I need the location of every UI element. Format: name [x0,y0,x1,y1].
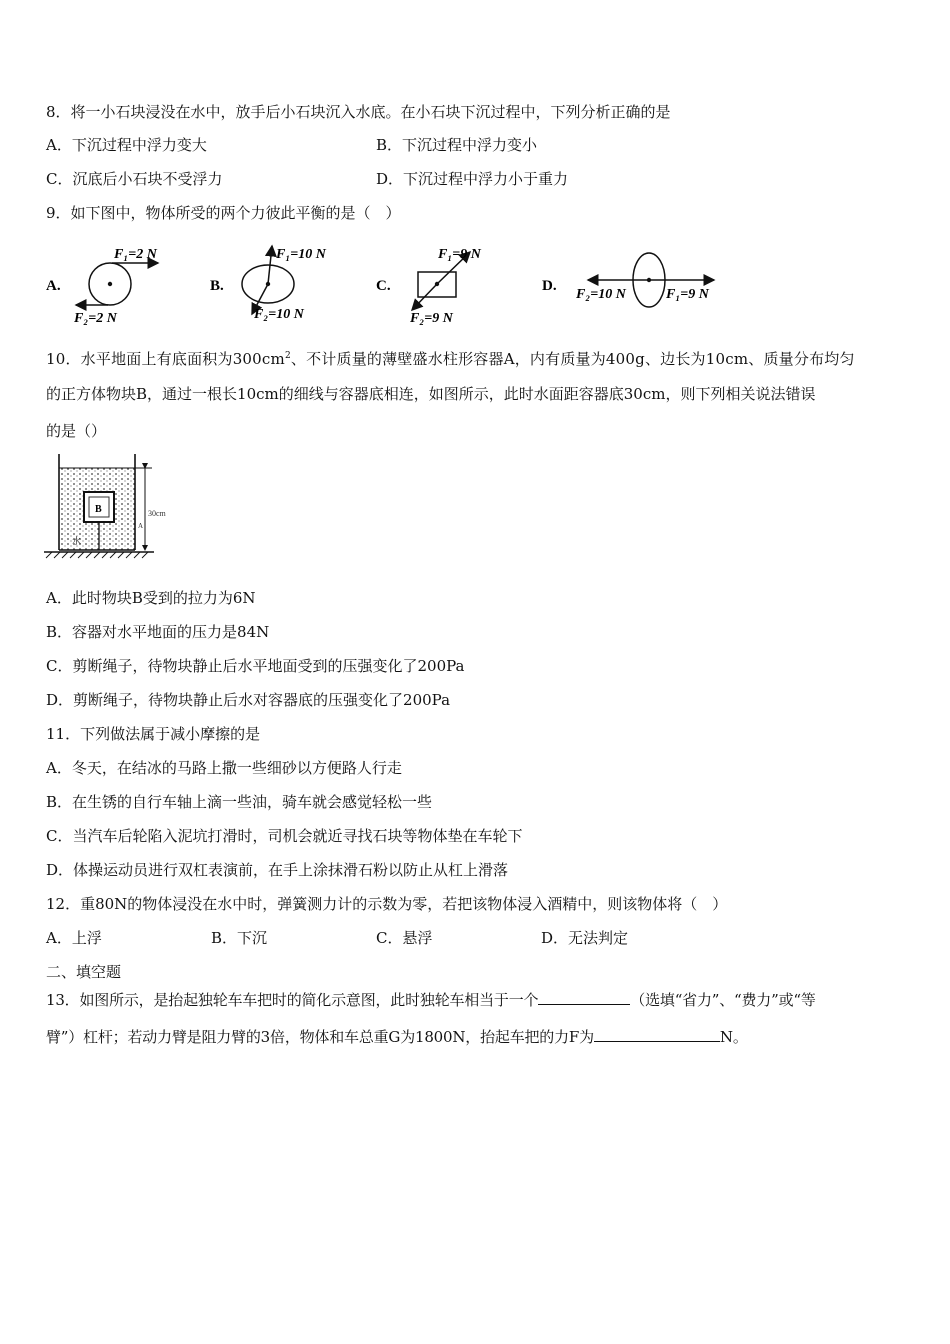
q9-figure-d [575,253,714,307]
q9-fig-c-f1: F₁=9 N [438,247,481,262]
q10-figure [42,452,182,564]
q9-fig-b-f1: F₁=10 N [276,247,326,262]
q9-fig-a-f2: F₂=2 N [74,311,117,326]
q11-option-a: A．冬天，在结冰的马路上撒一些细砂以方便路人行走 [46,759,402,777]
q8-option-d: D．下沉过程中浮力小于重力 [376,170,569,188]
q10-fig-height: 30cm [148,509,166,518]
q10-line-1: 10．水平地面上有底面积为$300cm^2$、不计质量的薄壁盛水柱形容器A，内有质量为400g、边长为10cm、质量分布均匀 [46,350,855,368]
q10-fig-water: 水 [72,536,82,546]
q12-option-a: A．上浮 [46,929,102,947]
q9-label-d: D. [542,278,557,294]
q13-blank-1[interactable] [538,988,630,1005]
q13-line-1: 13．如图所示，是抬起独轮车车把时的简化示意图，此时独轮车相当于一个 （选填“省力”、“费力”或“等 [46,988,816,1010]
q11-option-d: D．体操运动员进行双杠表演前，在手上涂抹滑石粉以防止从杠上滑落 [46,861,509,879]
q10-fig-container: A [138,522,144,530]
q9-figures [40,238,740,330]
q13-line-2: 臂”）杠杆；若动力臂是阻力臂的3倍，物体和车总重G为1800N，抬起车把的力F为 N。 [46,1025,748,1047]
q12-stem: 12．重80N的物体浸没在水中时，弹簧测力计的示数为零，若把该物体浸入酒精中，则该物体将（ ） [46,895,728,913]
q12-option-b: B．下沉 [211,929,268,947]
q9-fig-a-f1: F₁=2 N [114,247,157,262]
q9-fig-d-f1: F₁=9 N [666,287,709,302]
q10-line-2: 的正方体物块B，通过一根长10cm的细线与容器底相连，如图所示，此时水面距容器底30cm，则下列相关说法错误 [46,385,816,403]
q11-option-c: C．当汽车后轮陷入泥坑打滑时，司机会就近寻找石块等物体垫在车轮下 [46,827,523,845]
q9-figure-b [242,246,327,322]
q13-blank-2[interactable] [594,1025,720,1042]
q12-option-c: C．悬浮 [376,929,433,947]
q9-fig-d-f2: F₂=10 N [576,287,626,302]
q9-label-a: A. [46,278,61,294]
q12-option-d: D．无法判定 [541,929,629,947]
q9-stem: 9．如下图中，物体所受的两个力彼此平衡的是（ ） [46,204,401,222]
q10-fig-block-label: B [95,504,102,515]
q10-option-a: A．此时物块B受到的拉力为6N [46,589,256,607]
q8-stem: 8．将一小石块浸没在水中，放手后小石块沉入水底。在小石块下沉过程中，下列分析正确的是 [46,103,671,121]
q9-label-b: B. [210,278,224,294]
q8-option-a: A．下沉过程中浮力变大 [46,136,207,154]
q9-fig-b-f2: F₂=10 N [254,307,304,322]
q9-figure-c [409,247,482,326]
q9-figure-a [73,247,158,326]
q9-label-c: C. [376,278,391,294]
q10-option-b: B．容器对水平地面的压力是84N [46,623,270,641]
q11-stem: 11．下列做法属于减小摩擦的是 [46,725,261,743]
q10-option-c: C．剪断绳子，待物块静止后水平地面受到的压强变化了200Pa [46,657,465,675]
q8-option-b: B．下沉过程中浮力变小 [376,136,538,154]
q9-fig-c-f2: F₂=9 N [410,311,453,326]
q10-option-d: D．剪断绳子，待物块静止后水对容器底的压强变化了200Pa [46,691,451,709]
q10-line-3: 的是（） [46,422,107,440]
section-heading: 二、填空题 [46,963,122,981]
q11-option-b: B．在生锈的自行车轴上滴一些油，骑车就会感觉轻松一些 [46,793,433,811]
q8-option-c: C．沉底后小石块不受浮力 [46,170,223,188]
